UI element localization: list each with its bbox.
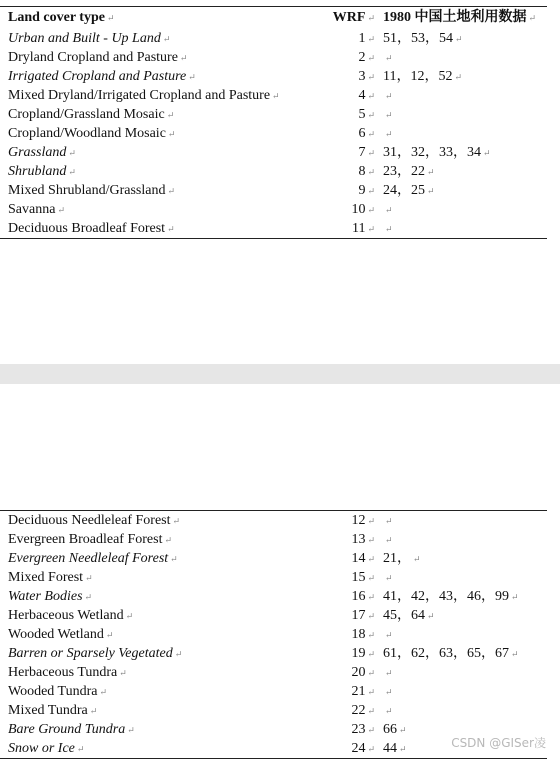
cell-china-land-use-codes	[375, 86, 560, 105]
cell-land-cover-type	[0, 663, 323, 682]
cell-wrf-code	[323, 143, 375, 162]
cell-end-mark: ↵	[367, 572, 375, 583]
cell-land-cover-type	[0, 644, 323, 663]
land-cover-type-text: Wooded Wetland	[8, 626, 104, 642]
cell-china-land-use-codes	[375, 530, 560, 549]
cell-end-mark: ↵	[367, 147, 375, 158]
cell-end-mark: ↵	[427, 610, 435, 621]
cell-end-mark: ↵	[385, 629, 393, 640]
cell-china-land-use-codes	[375, 105, 560, 124]
cell-end-mark: ↵	[68, 166, 76, 177]
land-cover-type-text: Deciduous Needleleaf Forest	[8, 512, 171, 528]
wrf-code-text: 16	[351, 588, 366, 604]
wrf-code-text: 8	[358, 163, 366, 179]
cell-end-mark: ↵	[367, 33, 375, 44]
cell-end-mark: ↵	[367, 13, 375, 23]
land-cover-type-text: Mixed Tundra	[8, 702, 88, 718]
cell-end-mark: ↵	[174, 648, 183, 659]
cell-end-mark: ↵	[455, 33, 463, 44]
table-row	[0, 644, 560, 663]
land-cover-type-text: Savanna	[8, 201, 56, 217]
cell-wrf-code	[323, 549, 375, 568]
cell-wrf-code	[323, 48, 375, 67]
wrf-code-text: 24	[351, 740, 366, 756]
wrf-code-text: 15	[351, 569, 366, 585]
cell-wrf-code	[323, 625, 375, 644]
table-row	[0, 67, 560, 86]
cell-wrf-code	[323, 720, 375, 739]
cell-land-cover-type	[0, 67, 323, 86]
cell-land-cover-type	[0, 511, 323, 530]
cell-end-mark: ↵	[367, 686, 375, 697]
cell-end-mark: ↵	[385, 515, 393, 526]
cell-end-mark: ↵	[167, 128, 176, 139]
wrf-code-text: 18	[351, 626, 366, 642]
cell-land-cover-type	[0, 143, 323, 162]
china-land-use-codes-text: 41，42，43，46，99	[383, 588, 509, 604]
table-row	[0, 682, 560, 701]
china-land-use-codes-text: 44	[383, 740, 397, 756]
cell-end-mark: ↵	[106, 13, 115, 23]
cell-end-mark: ↵	[119, 667, 127, 678]
cell-land-cover-type	[0, 48, 323, 67]
land-cover-type-text: Irrigated Cropland and Pasture	[8, 68, 187, 84]
cell-china-land-use-codes	[375, 29, 560, 48]
cell-end-mark: ↵	[367, 667, 375, 678]
cell-china-land-use-codes	[375, 181, 560, 200]
cell-end-mark: ↵	[125, 610, 134, 621]
cell-end-mark: ↵	[367, 553, 375, 564]
cell-end-mark: ↵	[367, 52, 375, 63]
land-cover-type-text: Snow or Ice	[8, 740, 75, 756]
cell-end-mark: ↵	[76, 743, 85, 754]
land-cover-type-text: Shrubland	[8, 163, 67, 179]
table-row	[0, 606, 560, 625]
cell-china-land-use-codes	[375, 511, 560, 530]
land-cover-type-text: Mixed Forest	[8, 569, 84, 585]
table-row	[0, 86, 560, 105]
land-cover-type-text: Evergreen Broadleaf Forest	[8, 531, 163, 547]
cell-land-cover-type	[0, 587, 323, 606]
cell-wrf-code	[323, 511, 375, 530]
table-row	[0, 200, 560, 219]
cell-end-mark: ↵	[367, 591, 375, 602]
cell-land-cover-type	[0, 162, 323, 181]
cell-land-cover-type	[0, 105, 323, 124]
cell-end-mark: ↵	[179, 52, 188, 63]
cell-end-mark: ↵	[385, 667, 393, 678]
cell-end-mark: ↵	[367, 185, 375, 196]
cell-china-land-use-codes	[375, 200, 560, 219]
table-row	[0, 568, 560, 587]
cell-wrf-code	[323, 124, 375, 143]
wrf-code-text: 23	[351, 721, 366, 737]
cell-end-mark: ↵	[162, 33, 171, 44]
wrf-code-text: 14	[351, 550, 366, 566]
cell-end-mark: ↵	[427, 166, 435, 177]
header-land-cover-type-text: Land cover type	[8, 10, 105, 25]
cell-end-mark: ↵	[511, 648, 519, 659]
header-land-cover-type	[0, 7, 323, 29]
cell-end-mark: ↵	[511, 591, 519, 602]
cell-end-mark: ↵	[57, 204, 65, 215]
cell-wrf-code	[323, 530, 375, 549]
wrf-code-text: 21	[351, 683, 366, 699]
china-land-use-codes-text: 51，53，54	[383, 30, 453, 46]
land-cover-type-text: Mixed Dryland/Irrigated Cropland and Pasture	[8, 87, 271, 103]
cell-end-mark: ↵	[167, 223, 175, 234]
china-land-use-codes-text: 24，25	[383, 182, 425, 198]
land-cover-type-text: Mixed Shrubland/Grassland	[8, 182, 166, 198]
wrf-code-text: 5	[358, 106, 366, 122]
cell-end-mark: ↵	[367, 610, 375, 621]
table-row	[0, 105, 560, 124]
cell-china-land-use-codes	[375, 568, 560, 587]
cell-land-cover-type	[0, 530, 323, 549]
cell-end-mark: ↵	[385, 128, 393, 139]
cell-wrf-code	[323, 606, 375, 625]
china-land-use-codes-text: 31，32，33，34	[383, 144, 481, 160]
cell-end-mark: ↵	[454, 71, 463, 82]
table-row	[0, 701, 560, 720]
cell-end-mark: ↵	[385, 572, 393, 583]
cell-end-mark: ↵	[167, 185, 176, 196]
china-land-use-codes-text: 61，62，63，65，67	[383, 645, 509, 661]
cell-land-cover-type	[0, 682, 323, 701]
cell-china-land-use-codes	[375, 625, 560, 644]
cell-wrf-code	[323, 739, 375, 758]
wrf-code-text: 9	[358, 182, 366, 198]
cell-land-cover-type	[0, 739, 323, 758]
header-wrf	[323, 7, 375, 29]
cell-wrf-code	[323, 200, 375, 219]
cell-end-mark: ↵	[385, 204, 393, 215]
cell-china-land-use-codes	[375, 701, 560, 720]
cell-land-cover-type	[0, 549, 323, 568]
cell-end-mark: ↵	[385, 223, 393, 234]
land-cover-table-top	[0, 6, 547, 239]
cell-china-land-use-codes	[375, 587, 560, 606]
wrf-code-text: 11	[351, 220, 366, 236]
cell-wrf-code	[323, 181, 375, 200]
cell-end-mark: ↵	[84, 591, 93, 602]
header-china-land-use-text: 1980 中国土地利用数据	[383, 10, 527, 25]
cell-wrf-code	[323, 86, 375, 105]
china-land-use-codes-text: 66	[383, 721, 397, 737]
wrf-code-text: 13	[351, 531, 366, 547]
cell-end-mark: ↵	[367, 109, 375, 120]
table-row	[0, 511, 560, 530]
land-cover-type-text: Deciduous Broadleaf Forest	[8, 220, 166, 236]
cell-end-mark: ↵	[172, 515, 181, 526]
cell-end-mark: ↵	[367, 629, 375, 640]
land-cover-type-text: Cropland/Woodland Mosaic	[8, 125, 166, 141]
table-body-top	[0, 29, 560, 238]
cell-end-mark: ↵	[399, 724, 407, 735]
cell-end-mark: ↵	[188, 71, 196, 82]
cell-china-land-use-codes	[375, 162, 560, 181]
cell-end-mark: ↵	[367, 204, 375, 215]
cell-china-land-use-codes	[375, 606, 560, 625]
land-cover-type-text: Herbaceous Tundra	[8, 664, 118, 680]
table-body-bottom	[0, 511, 560, 758]
land-cover-type-text: Wooded Tundra	[8, 683, 98, 699]
cell-end-mark: ↵	[89, 705, 98, 716]
table-row	[0, 162, 560, 181]
page-break-gap	[0, 364, 560, 384]
cell-end-mark: ↵	[164, 534, 173, 545]
land-cover-type-text: Dryland Cropland and Pasture	[8, 49, 178, 65]
cell-end-mark: ↵	[367, 223, 375, 234]
cell-wrf-code	[323, 105, 375, 124]
table-row	[0, 219, 560, 238]
wrf-code-text: 7	[358, 144, 366, 160]
cell-end-mark: ↵	[68, 147, 76, 158]
wrf-code-text: 19	[351, 645, 366, 661]
cell-end-mark: ↵	[385, 52, 393, 63]
cell-land-cover-type	[0, 219, 323, 238]
cell-end-mark: ↵	[99, 686, 108, 697]
table-row	[0, 48, 560, 67]
cell-end-mark: ↵	[413, 553, 421, 564]
cell-china-land-use-codes	[375, 219, 560, 238]
cell-wrf-code	[323, 162, 375, 181]
wrf-code-text: 22	[351, 702, 366, 718]
cell-end-mark: ↵	[367, 90, 375, 101]
cell-end-mark: ↵	[528, 13, 537, 23]
header-china-land-use	[375, 7, 560, 29]
cell-wrf-code	[323, 587, 375, 606]
wrf-code-text: 2	[358, 49, 366, 65]
cell-end-mark: ↵	[385, 90, 393, 101]
cell-wrf-code	[323, 682, 375, 701]
cell-china-land-use-codes	[375, 549, 560, 568]
cell-end-mark: ↵	[367, 166, 375, 177]
table-row	[0, 181, 560, 200]
land-cover-type-text: Cropland/Grassland Mosaic	[8, 106, 165, 122]
cell-land-cover-type	[0, 625, 323, 644]
cell-end-mark: ↵	[170, 553, 178, 564]
cell-china-land-use-codes	[375, 124, 560, 143]
cell-end-mark: ↵	[367, 743, 375, 754]
header-wrf-text: WRF	[332, 10, 366, 25]
table-row	[0, 143, 560, 162]
cell-china-land-use-codes	[375, 67, 560, 86]
land-cover-type-text: Grassland	[8, 144, 67, 160]
table-bottom-rule	[0, 238, 547, 239]
china-land-use-codes-text: 21，	[383, 550, 411, 566]
china-land-use-codes-text: 45，64	[383, 607, 425, 623]
cell-end-mark: ↵	[367, 128, 375, 139]
cell-end-mark: ↵	[385, 705, 393, 716]
china-land-use-codes-text: 23，22	[383, 163, 425, 179]
cell-china-land-use-codes	[375, 644, 560, 663]
table-row	[0, 625, 560, 644]
wrf-code-text: 6	[358, 125, 366, 141]
cell-end-mark: ↵	[105, 629, 114, 640]
cell-end-mark: ↵	[367, 534, 375, 545]
cell-land-cover-type	[0, 181, 323, 200]
cell-end-mark: ↵	[367, 648, 375, 659]
wrf-code-text: 10	[351, 201, 366, 217]
wrf-code-text: 12	[351, 512, 366, 528]
cell-wrf-code	[323, 29, 375, 48]
cell-end-mark: ↵	[367, 71, 375, 82]
land-cover-type-text: Herbaceous Wetland	[8, 607, 124, 623]
land-cover-mapping-table-continued	[0, 511, 560, 758]
wrf-code-text: 1	[358, 30, 366, 46]
cell-land-cover-type	[0, 701, 323, 720]
cell-end-mark: ↵	[367, 515, 375, 526]
cell-land-cover-type	[0, 606, 323, 625]
land-cover-type-text: Urban and Built - Up Land	[8, 30, 161, 46]
cell-end-mark: ↵	[367, 724, 375, 735]
watermark: CSDN @GISer凌	[451, 736, 546, 750]
cell-wrf-code	[323, 644, 375, 663]
wrf-code-text: 20	[351, 664, 366, 680]
china-land-use-codes-text: 11，12，52	[383, 68, 453, 84]
cell-wrf-code	[323, 568, 375, 587]
cell-china-land-use-codes	[375, 682, 560, 701]
cell-land-cover-type	[0, 200, 323, 219]
table-row	[0, 663, 560, 682]
cell-china-land-use-codes	[375, 48, 560, 67]
table-row	[0, 124, 560, 143]
land-cover-type-text: Water Bodies	[8, 588, 83, 604]
land-cover-table-bottom	[0, 510, 547, 759]
cell-end-mark: ↵	[385, 534, 393, 545]
cell-end-mark: ↵	[127, 724, 135, 735]
cell-end-mark: ↵	[367, 705, 375, 716]
cell-end-mark: ↵	[399, 743, 407, 754]
cell-land-cover-type	[0, 29, 323, 48]
cell-land-cover-type	[0, 568, 323, 587]
land-cover-type-text: Evergreen Needleleaf Forest	[8, 550, 169, 566]
cell-end-mark: ↵	[85, 572, 93, 583]
land-cover-type-text: Barren or Sparsely Vegetated	[8, 645, 173, 661]
cell-end-mark: ↵	[427, 185, 435, 196]
cell-end-mark: ↵	[385, 109, 393, 120]
cell-wrf-code	[323, 663, 375, 682]
cell-land-cover-type	[0, 124, 323, 143]
cell-end-mark: ↵	[385, 686, 393, 697]
table-header-row	[0, 7, 560, 29]
wrf-code-text: 4	[358, 87, 366, 103]
cell-land-cover-type	[0, 720, 323, 739]
land-cover-mapping-table	[0, 7, 560, 238]
cell-end-mark: ↵	[272, 90, 280, 101]
wrf-code-text: 17	[351, 607, 366, 623]
table-row	[0, 587, 560, 606]
cell-china-land-use-codes	[375, 143, 560, 162]
table-row	[0, 549, 560, 568]
cell-wrf-code	[323, 701, 375, 720]
table-row	[0, 29, 560, 48]
cell-end-mark: ↵	[166, 109, 175, 120]
cell-end-mark: ↵	[483, 147, 491, 158]
cell-wrf-code	[323, 67, 375, 86]
wrf-code-text: 3	[358, 68, 366, 84]
cell-land-cover-type	[0, 86, 323, 105]
cell-wrf-code	[323, 219, 375, 238]
cell-china-land-use-codes	[375, 663, 560, 682]
table-row	[0, 530, 560, 549]
land-cover-type-text: Bare Ground Tundra	[8, 721, 126, 737]
